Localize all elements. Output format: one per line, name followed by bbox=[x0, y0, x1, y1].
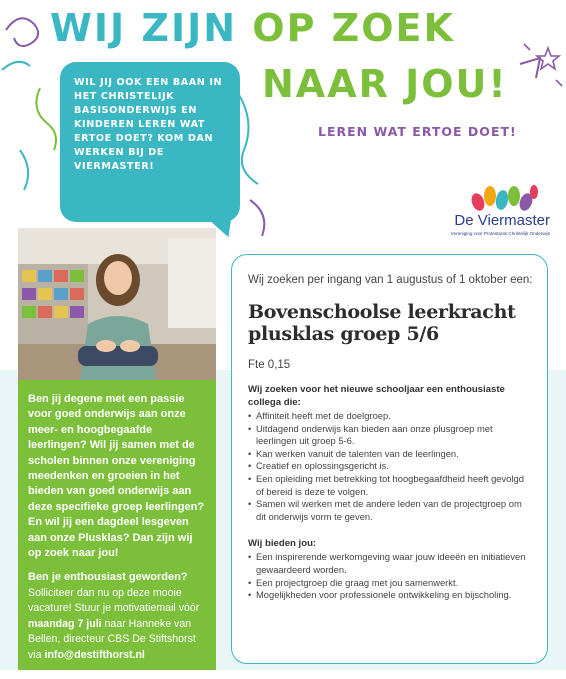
list-item: • Een projectgroep die graag met jou samenwerkt. bbox=[248, 577, 533, 590]
green-body-2: naar Hanneke van Bellen, directeur CBS De Stiftshorst via bbox=[28, 617, 196, 661]
headline-line-1 bbox=[50, 6, 566, 50]
logo-subtitle: Vereniging voor Protestants Christelijk Onderwijs bbox=[450, 231, 550, 236]
vacancy-card bbox=[231, 254, 548, 664]
green-body-1: Solliciteer dan nu op deze mooie vacature! Stuur je motivatiemail vóór bbox=[28, 586, 200, 615]
headline-part-1: WIJ ZIJN bbox=[50, 6, 253, 50]
speech-bubble bbox=[60, 62, 240, 222]
job-title: Bovenschoolse leerkracht plusklas groep 5/6 bbox=[248, 301, 516, 345]
list-item: • Affiniteit heeft met de doelgroep. bbox=[248, 410, 533, 423]
speech-bubble-text: WIL JIJ OOK EEN BAAN IN HET CHRISTELIJK BASISONDERWIJS EN KINDEREN LEREN WAT ERTOE DOET? KOM DAN WERKEN BIJ DE VIERMASTER! bbox=[74, 77, 223, 172]
list-item: • Mogelijkheden voor professionele ontwikkeling en bijscholing. bbox=[248, 589, 533, 602]
logo-name: De Viermaster bbox=[454, 212, 550, 229]
list-item: • Uitdagend onderwijs kan bieden aan onze plusgroep met leerlingen uit groep 5-6. bbox=[248, 423, 533, 448]
viermaster-logo bbox=[420, 182, 550, 242]
list-item: • Kan werken vanuit de talenten van de leerlingen. bbox=[248, 448, 533, 461]
headline-part-2: OP ZOEK bbox=[252, 6, 455, 50]
list-item: • Een inspirerende werkomgeving waar jouw ideeën en initiatieven gewaardeerd worden. bbox=[248, 551, 533, 576]
tagline: LEREN WAT ERTOE DOET! bbox=[318, 124, 517, 139]
teacher-photo bbox=[18, 228, 216, 380]
card-intro: Wij zoeken per ingang van 1 augustus of 1 oktober een: bbox=[248, 274, 533, 286]
colored-hands-icon bbox=[470, 182, 540, 214]
deadline-text: maandag 7 juli bbox=[28, 617, 102, 630]
offer-list bbox=[248, 551, 533, 601]
list-item: • Creatief en oplossingsgericht is. bbox=[248, 460, 533, 473]
requirements-list bbox=[248, 410, 533, 523]
headline-line-2: NAAR JOU! bbox=[262, 62, 508, 106]
requirements-heading: Wij zoeken voor het nieuwe schooljaar een enthousiaste collega die: bbox=[248, 384, 505, 408]
offer-heading: Wij bieden jou: bbox=[248, 538, 317, 550]
list-item: • Een opleiding met betrekking tot hoogbegaafdheid heeft gevolgd of bereid is deze te volgen. bbox=[248, 473, 533, 498]
email-link[interactable]: info@destifthorst.nl bbox=[44, 648, 145, 661]
green-lead-text: Ben jij degene met een passie voor goed onderwijs aan onze meer- en hoogbegaafde leerlingen? Wil jij samen met de scholen binnen onze vereniging meedenken en groeien in het bieden van goed onderwijs aan deze specifieke groep leerlingen? En wil jij een dagdeel lesgeven aan onze Plusklas? Dan zijn wij op zoek naar jou! bbox=[28, 393, 205, 560]
fte-text: Fte 0,15 bbox=[248, 359, 291, 371]
green-body bbox=[28, 586, 206, 663]
list-item: • Samen wil werken met de andere leden van de projectgroep om dit onderwijs vorm te geven. bbox=[248, 498, 533, 523]
green-question: Ben je enthousiast geworden? bbox=[28, 571, 188, 584]
green-info-box bbox=[18, 380, 216, 670]
